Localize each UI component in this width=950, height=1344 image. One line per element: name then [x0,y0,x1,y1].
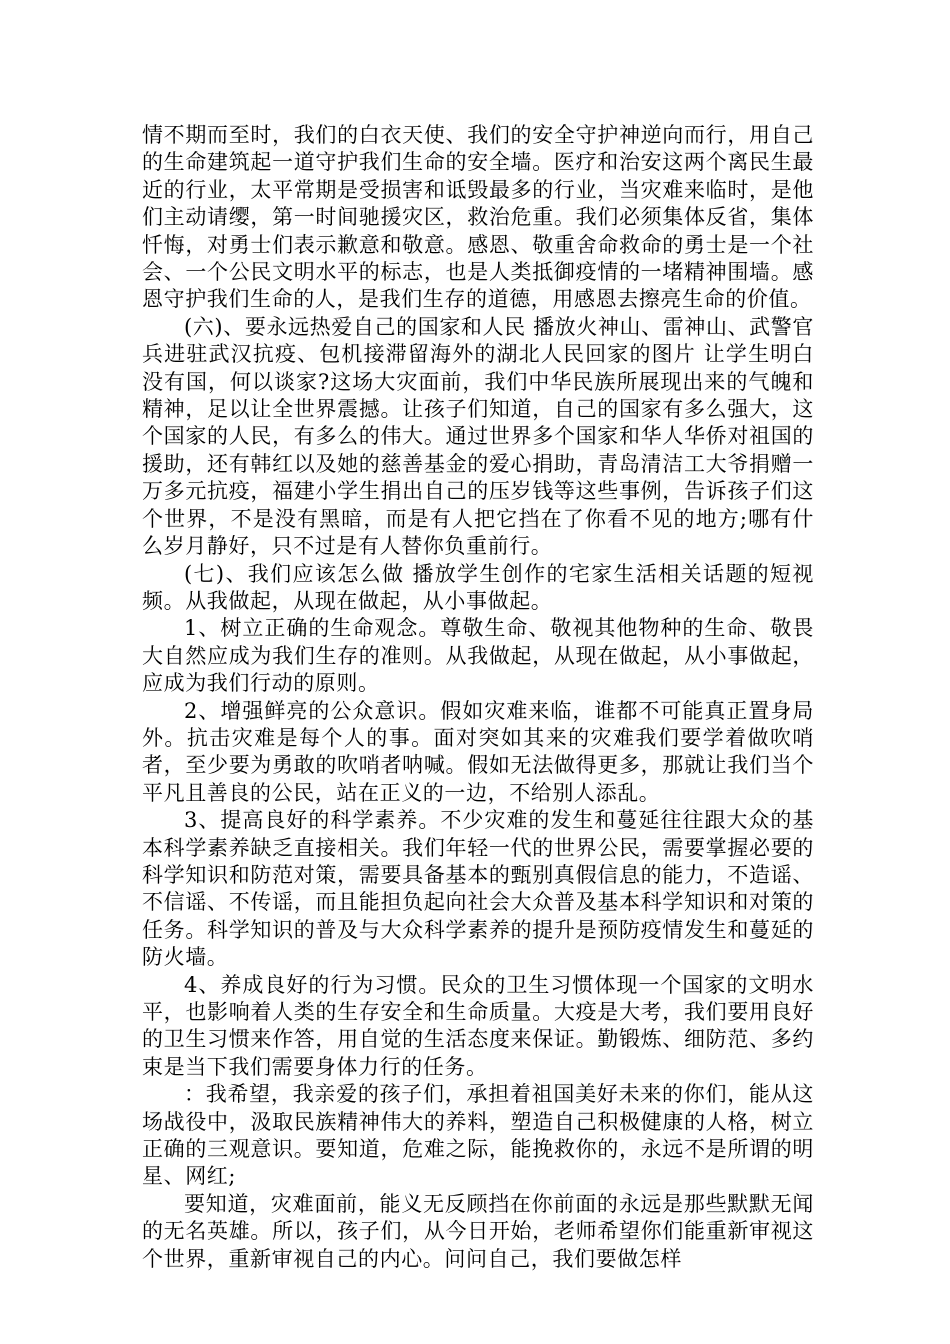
paragraph-section-seven: (七)、我们应该怎么做 播放学生创作的宅家生活相关话题的短视频。从我做起，从现在做起，从小事做起。 [142,561,814,613]
paragraph-item-1: 1、树立正确的生命观念。尊敬生命、敬视其他物种的生命、敬畏大自然应成为我们生存的准则。从我做起，从现在做起，从小事做起，应成为我们行动的原则。 [142,616,814,696]
paragraph-closing: 要知道，灾难面前，能义无反顾挡在你前面的永远是那些默默无闻的无名英雄。所以，孩子们，从今日开始，老师希望你们能重新审视这个世界，重新审视自己的内心。问问自己，我们要做怎样 [142,1191,814,1271]
paragraph-item-3: 3、提高良好的科学素养。不少灾难的发生和蔓延往往跟大众的基本科学素养缺乏直接相关。我们年轻一代的世界公民，需要掌握必要的科学知识和防范对策，需要具备基本的甄别真假信息的能力，不造谣、不信谣、不传谣，而且能担负起向社会大众普及基本科学知识和对策的任务。科学知识的普及与大众科学素养的提升是预防疫情发生和蔓延的防火墙。 [142,808,814,970]
document-body [142,122,814,1273]
paragraph-item-4: 4、养成良好的行为习惯。民众的卫生习惯体现一个国家的文明水平，也影响着人类的生存安全和生命质量。大疫是大考，我们要用良好的卫生习惯来作答，用自觉的生活态度来保证。勤锻炼、细防范、多约束是当下我们需要身体力行的任务。 [142,972,814,1079]
paragraph-hope: ：我希望，我亲爱的孩子们，承担着祖国美好未来的你们，能从这场战役中，汲取民族精神伟大的养料，塑造自己积极健康的人格，树立正确的三观意识。要知道，危难之际，能挽救你的，永远不是所谓的明星、网红; [142,1082,814,1189]
paragraph-section-six: (六)、要永远热爱自己的国家和人民 播放火神山、雷神山、武警官兵进驻武汉抗疫、包机接滞留海外的湖北人民回家的图片 让学生明白没有国，何以谈家?这场大灾面前，我们中华民族所展现出来的气魄和精神，足以让全世界震撼。让孩子们知道，自己的国家有多么强大，这个国家的人民，有多么的伟大。通过世界多个国家和华人华侨对祖国的援助，还有韩红以及她的慈善基金的爱心捐助，青岛清洁工大爷捐赠一万多元抗疫，福建小学生捐出自己的压岁钱等这些事例，告诉孩子们这个世界，不是没有黑暗，而是有人把它挡在了你看不见的地方;哪有什么岁月静好，只不过是有人替你负重前行。 [142,314,814,559]
paragraph-item-2: 2、增强鲜亮的公众意识。假如灾难来临，谁都不可能真正置身局外。抗击灾难是每个人的事。面对突如其来的灾难我们要学着做吹哨者，至少要为勇敢的吹哨者呐喊。假如无法做得更多，那就让我们当个平凡且善良的公民，站在正义的一边，不给别人添乱。 [142,698,814,805]
paragraph-gratitude: 情不期而至时，我们的白衣天使、我们的安全守护神逆向而行，用自己的生命建筑起一道守护我们生命的安全墙。医疗和治安这两个离民生最近的行业，太平常期是受损害和诋毁最多的行业，当灾难来临时，是他们主动请缨，第一时间驰援灾区，救治危重。我们必须集体反省，集体忏悔，对勇士们表示歉意和敬意。感恩、敬重舍命救命的勇士是一个社会、一个公民文明水平的标志，也是人类抵御疫情的一堵精神围墙。感恩守护我们生命的人，是我们生存的道德，用感恩去擦亮生命的价值。 [142,123,814,312]
